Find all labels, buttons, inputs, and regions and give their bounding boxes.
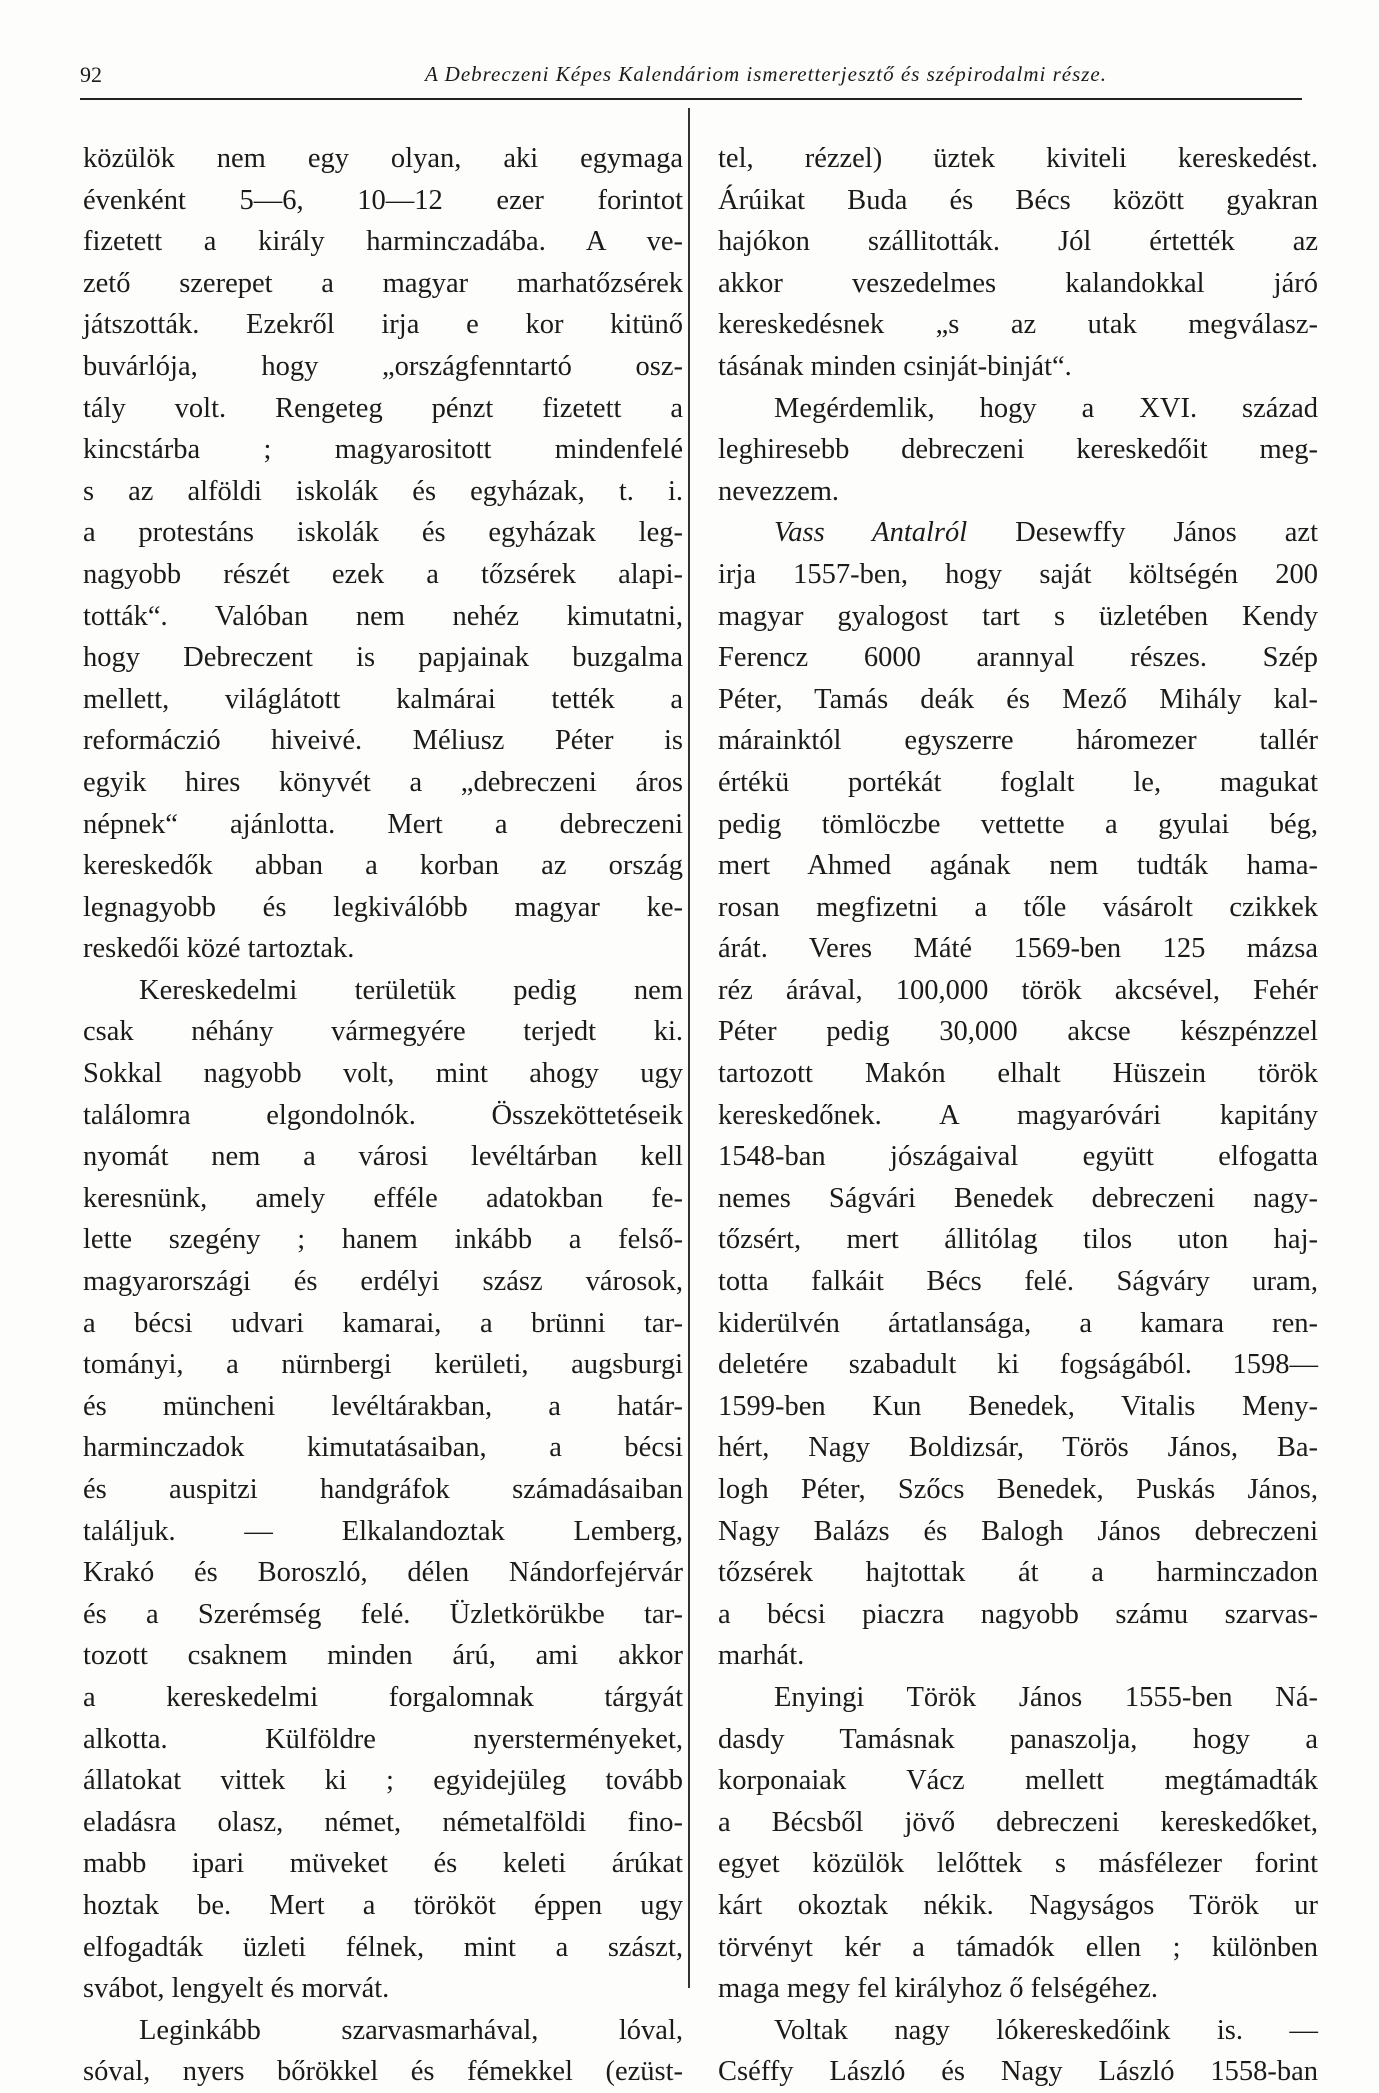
text-line: pedig tömlöczbe vettette a gyulai bég, xyxy=(718,808,1318,840)
text-line: Krakó és Boroszló, délen Nándorfejérvár xyxy=(83,1557,683,1589)
text-line: totta falkáit Bécs felé. Ságváry uram, xyxy=(718,1266,1318,1298)
text-line: marhát. xyxy=(718,1640,805,1672)
right-text-column xyxy=(718,138,1318,2088)
text-line: leghiresebb debreczeni kereskedőit meg- xyxy=(718,434,1318,466)
text-line: hajókon szállitották. Jól értették az xyxy=(718,226,1318,258)
text-line: állatokat vittek ki ; egyidejüleg tovább xyxy=(83,1765,683,1797)
text-line-rest: Desewffy János azt xyxy=(967,517,1318,549)
text-line: rosan megfizetni a tőle vásárolt czikkek xyxy=(718,891,1318,923)
text-line: egyik hires könyvét a „debreczeni áros xyxy=(83,766,683,798)
text-line: a protestáns iskolák és egyházak leg- xyxy=(83,517,683,549)
text-line: és a Szerémség felé. Üzletkörükbe tar- xyxy=(83,1598,683,1630)
text-line: Péter, Tamás deák és Mező Mihály kal- xyxy=(718,683,1318,715)
text-line: hért, Nagy Boldizsár, Törös János, Ba- xyxy=(718,1432,1318,1464)
text-line: mert Ahmed agának nem tudták hama- xyxy=(718,850,1318,882)
text-line: és auspitzi handgráfok számadásaiban xyxy=(83,1474,683,1505)
text-line: korponaiak Vácz mellett megtámadták xyxy=(718,1765,1318,1797)
text-line: Nagy Balázs és Balogh János debreczeni xyxy=(718,1515,1318,1547)
italic-name: Vass Antalról xyxy=(774,517,968,549)
text-line: akkor veszedelmes kalandokkal járó xyxy=(718,267,1318,299)
text-line: népnek“ ajánlotta. Mert a debreczeni xyxy=(83,808,683,840)
text-line: a Bécsből jövő debreczeni kereskedőket, xyxy=(718,1806,1318,1838)
text-line: Voltak nagy lókereskedőink is. — xyxy=(774,2014,1318,2046)
text-line: Sokkal nagyobb volt, mint ahogy ugy xyxy=(83,1058,683,1090)
text-line: Árúikat Buda és Bécs között gyakran xyxy=(718,184,1318,216)
text-line: kereskedésnek „s az utak megválasz- xyxy=(718,309,1318,341)
text-line: törvényt kér a támadók ellen ; különben xyxy=(718,1931,1318,1963)
text-line: deletére szabadult ki fogságából. 1598— xyxy=(718,1349,1318,1381)
text-line: zető szerepet a magyar marhatőzsérek xyxy=(83,267,683,299)
column-divider xyxy=(688,108,690,1988)
text-line: eladásra olasz, német, németalföldi fino- xyxy=(83,1806,683,1838)
text-line: 1599-ben Kun Benedek, Vitalis Meny- xyxy=(718,1390,1318,1422)
text-line: tartozott Makón elhalt Hüszein török xyxy=(718,1058,1318,1090)
text-line: tozott csaknem minden árú, ami akkor xyxy=(83,1640,683,1672)
text-line: Péter pedig 30,000 akcse készpénzzel xyxy=(718,1016,1318,1048)
text-line: közülök nem egy olyan, aki egymaga xyxy=(83,143,683,174)
page-header xyxy=(80,58,1302,100)
text-line: kiderülvén ártatlansága, a kamara ren- xyxy=(718,1307,1318,1339)
text-line: nyomát nem a városi levéltárban kell xyxy=(83,1141,683,1173)
text-line: kereskedőnek. A magyaróvári kapitány xyxy=(718,1099,1318,1131)
text-line: sóval, nyers bőrökkel és fémekkel (ezüst- xyxy=(83,2056,683,2088)
text-line: logh Péter, Szőcs Benedek, Puskás János, xyxy=(718,1474,1318,1505)
text-line: irja 1557-ben, hogy saját költségén 200 xyxy=(718,558,1318,590)
running-title: A Debreczeni Képes Kalendáriom ismeretterjesztő és szépirodalmi része. xyxy=(424,62,1108,86)
text-line: egyet közülök lelőttek s másfélezer forint xyxy=(718,1848,1318,1880)
text-line xyxy=(718,512,1318,554)
text-line: reformáczió hiveivé. Méliusz Péter is xyxy=(83,725,683,757)
text-line: nagyobb részét ezek a tőzsérek alapi- xyxy=(83,558,683,590)
text-line: kárt okoztak nékik. Nagyságos Török ur xyxy=(718,1889,1318,1921)
text-line: tományi, a nürnbergi kerületi, augsburgi xyxy=(83,1349,683,1381)
text-line: tály volt. Rengeteg pénzt fizetett a xyxy=(83,392,683,424)
text-line: márainktól egyszerre háromezer tallér xyxy=(718,725,1318,757)
text-line: magyar gyalogost tart s üzletében Kendy xyxy=(718,600,1318,632)
text-line: mellett, világlátott kalmárai tették a xyxy=(83,683,683,715)
text-line: s az alföldi iskolák és egyházak, t. i. xyxy=(83,475,683,507)
text-line: Megérdemlik, hogy a XVI. század xyxy=(774,392,1318,424)
text-line: és müncheni levéltárakban, a határ- xyxy=(83,1390,683,1422)
text-line: játszották. Ezekről irja e kor kitünő xyxy=(83,309,683,341)
text-line: harminczadok kimutatásaiban, a bécsi xyxy=(83,1432,683,1464)
text-line: buvárlója, hogy „országfenntartó osz- xyxy=(83,350,683,382)
text-line: dasdy Tamásnak panaszolja, hogy a xyxy=(718,1723,1318,1755)
text-line: tel, rézzel) üztek kiviteli kereskedést. xyxy=(718,143,1318,174)
text-line: mabb ipari müveket és keleti árúkat xyxy=(83,1848,683,1880)
left-text-column xyxy=(83,138,683,2088)
text-line: elfogadták üzleti félnek, mint a szászt, xyxy=(83,1931,683,1963)
text-line: keresnünk, amely efféle adatokban fe- xyxy=(83,1182,683,1214)
text-line: a kereskedelmi forgalomnak tárgyát xyxy=(83,1681,683,1713)
text-line: nevezzem. xyxy=(718,475,840,507)
text-line: lette szegény ; hanem inkább a felső- xyxy=(83,1224,683,1256)
text-line: hogy Debreczent is papjainak buzgalma xyxy=(83,642,683,674)
text-line: kincstárba ; magyarositott mindenfelé xyxy=(83,434,683,466)
page-number: 92 xyxy=(80,62,102,87)
text-line: alkotta. Külföldre nyersterményeket, xyxy=(83,1723,683,1755)
text-line: kereskedők abban a korban az ország xyxy=(83,850,683,882)
text-line: Enyingi Török János 1555-ben Ná- xyxy=(774,1681,1318,1713)
text-line: fizetett a király harminczadába. A ve- xyxy=(83,226,683,258)
text-line: legnagyobb és legkiválóbb magyar ke- xyxy=(83,891,683,923)
text-line: tásának minden csinját-binját“. xyxy=(718,350,1072,382)
text-line: tőzsért, mert állitólag tilos uton haj- xyxy=(718,1224,1318,1256)
text-line: évenként 5—6, 10—12 ezer forintot xyxy=(83,184,683,216)
text-line: tőzsérek hajtottak át a harminczadon xyxy=(718,1557,1318,1589)
text-line: Ferencz 6000 arannyal részes. Szép xyxy=(718,642,1318,674)
text-line: Kereskedelmi területük pedig nem xyxy=(139,974,683,1006)
text-line: nemes Ságvári Benedek debreczeni nagy- xyxy=(718,1182,1318,1214)
text-line: találjuk. — Elkalandoztak Lemberg, xyxy=(83,1515,683,1547)
text-line: svábot, lengyelt és morvát. xyxy=(83,1973,390,2005)
text-line: a bécsi piaczra nagyobb számu szarvas- xyxy=(718,1598,1318,1630)
text-line: csak néhány vármegyére terjedt ki. xyxy=(83,1016,683,1048)
text-line: hoztak be. Mert a törököt éppen ugy xyxy=(83,1889,683,1921)
text-line: találomra elgondolnók. Összeköttetéseik xyxy=(83,1099,683,1131)
text-line: magyarországi és erdélyi szász városok, xyxy=(83,1266,683,1298)
text-line: Leginkább szarvasmarhával, lóval, xyxy=(139,2014,683,2046)
text-line: reskedői közé tartoztak. xyxy=(83,933,355,965)
text-line: árát. Veres Máté 1569-ben 125 mázsa xyxy=(718,933,1318,965)
text-line: tották“. Valóban nem nehéz kimutatni, xyxy=(83,600,683,632)
text-line: 1548-ban jószágaival együtt elfogatta xyxy=(718,1141,1318,1173)
text-line: Cséffy László és Nagy László 1558-ban xyxy=(718,2056,1318,2088)
text-line: maga megy fel királyhoz ő felségéhez. xyxy=(718,1973,1158,2005)
text-line: a bécsi udvari kamarai, a brünni tar- xyxy=(83,1307,683,1339)
text-line: értékü portékát foglalt le, magukat xyxy=(718,766,1318,798)
text-line: réz árával, 100,000 török akcsével, Fehér xyxy=(718,974,1318,1006)
